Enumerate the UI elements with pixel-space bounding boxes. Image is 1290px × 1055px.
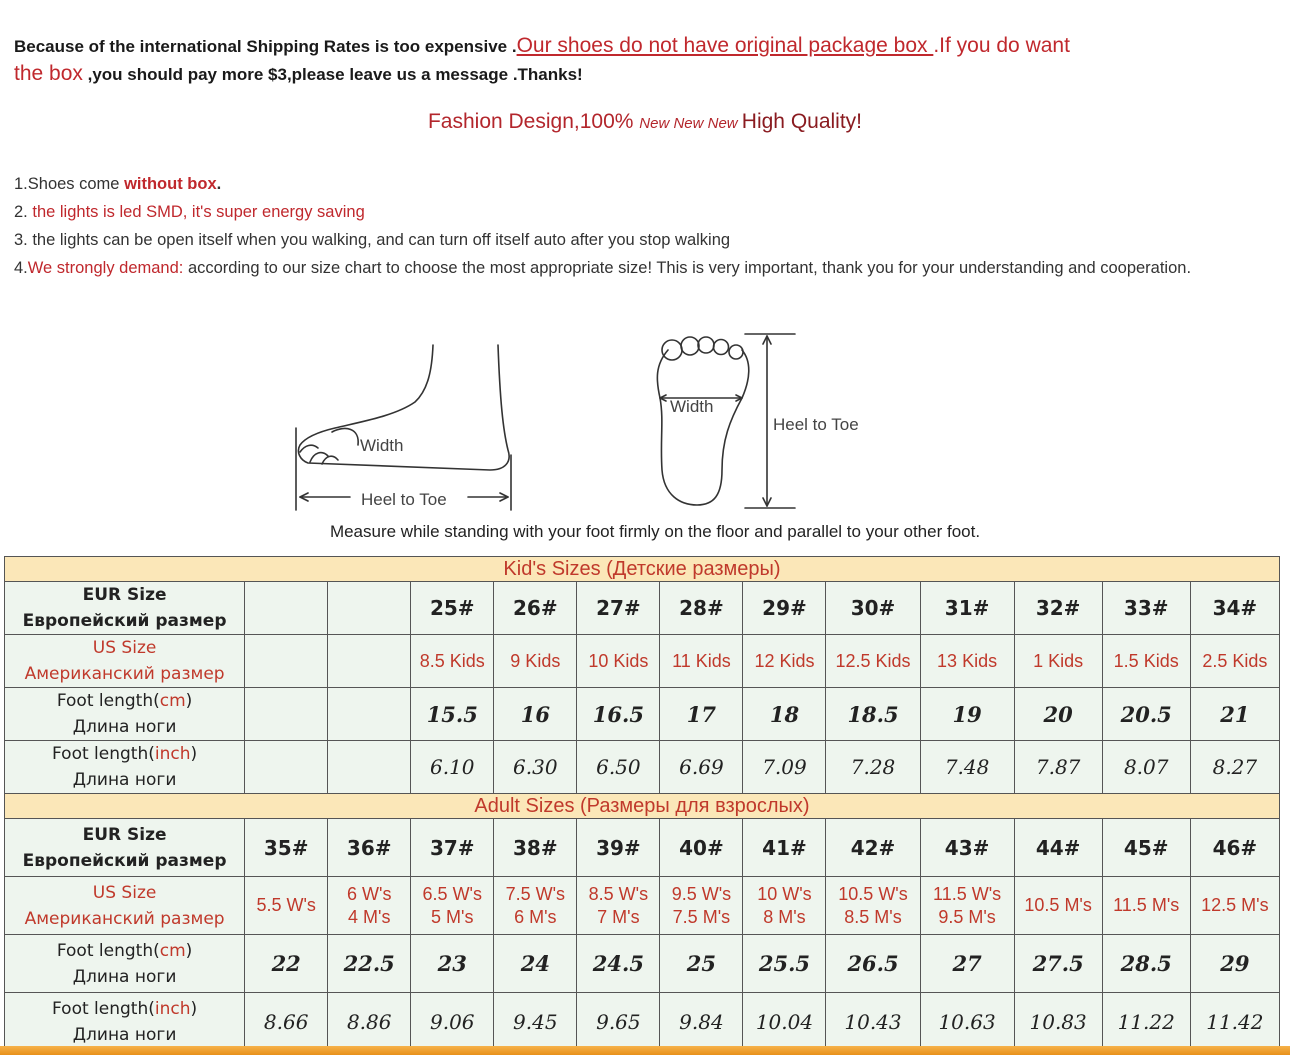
feature-4-num: 4. <box>14 259 28 277</box>
adult-cm-label-en: Foot length( <box>56 940 160 961</box>
top-width-label: Width <box>670 397 714 416</box>
adult-us-size <box>660 877 743 935</box>
adult-foot-cm: 26.5 <box>826 935 920 993</box>
adult-eur-size: 41# <box>743 819 826 877</box>
adult-cm-label-ru: Длина ноги <box>72 966 177 987</box>
kids-foot-inch: 6.69 <box>660 741 743 794</box>
adult-us-size <box>743 877 826 935</box>
adult-us-primary: 6 W's <box>347 883 392 904</box>
adult-us-mens: 4 M's <box>348 906 391 927</box>
kids-foot-inch: 8.07 <box>1102 741 1190 794</box>
kids-eur-size: 28# <box>660 582 743 635</box>
adult-us-primary: 10.5 W's <box>838 883 908 904</box>
adult-inch-header <box>5 993 245 1051</box>
kids-foot-inch: 8.27 <box>1190 741 1279 794</box>
empty-cell <box>245 582 328 635</box>
feature-4-red: We strongly demand: <box>27 259 184 277</box>
top-foot-icon <box>657 337 748 505</box>
adult-foot-cm: 27.5 <box>1014 935 1102 993</box>
adult-eur-size: 38# <box>494 819 577 877</box>
adult-cm-close: ) <box>185 940 193 961</box>
kids-foot-cm: 16 <box>494 688 577 741</box>
adult-inch-unit: inch <box>154 998 191 1019</box>
kids-foot-cm: 20.5 <box>1102 688 1190 741</box>
kids-inch-row <box>5 741 1280 794</box>
kids-us-row <box>5 635 1280 688</box>
adult-eur-size: 36# <box>328 819 411 877</box>
kids-us-size: 12.5 Kids <box>826 635 920 688</box>
notice-the-box: the box <box>14 62 83 85</box>
kids-inch-label-en: Foot length( <box>52 744 155 764</box>
adult-foot-cm: 24.5 <box>577 935 660 993</box>
kids-foot-inch: 6.50 <box>577 741 660 794</box>
adult-us-size <box>577 877 660 935</box>
kids-foot-cm: 20 <box>1014 688 1102 741</box>
adult-foot-cm: 27 <box>920 935 1014 993</box>
feature-3: 3. the lights can be open itself when you walking, and can turn off itself auto after you stop walking <box>14 231 731 249</box>
adult-us-mens: 8.5 M's <box>844 906 902 927</box>
kids-eur-label-ru: Европейский размер <box>22 611 227 631</box>
kids-us-size: 8.5 Kids <box>411 635 494 688</box>
kids-foot-inch: 7.28 <box>826 741 920 794</box>
adult-eur-size: 43# <box>920 819 1014 877</box>
kids-us-size: 1 Kids <box>1014 635 1102 688</box>
size-chart-table <box>4 556 1280 1051</box>
notice-part3: .If you do want <box>933 34 1070 57</box>
adult-us-mens: 5 M's <box>431 906 474 927</box>
adult-foot-cm: 22.5 <box>328 935 411 993</box>
adult-eur-header <box>5 819 245 877</box>
empty-cell <box>328 635 411 688</box>
kids-inch-close: ) <box>190 744 198 764</box>
adult-foot-cm: 28.5 <box>1102 935 1190 993</box>
adult-us-size <box>1102 877 1190 935</box>
kids-foot-inch: 7.09 <box>743 741 826 794</box>
kids-foot-inch: 7.87 <box>1014 741 1102 794</box>
kids-eur-size: 33# <box>1102 582 1190 635</box>
adult-us-mens: 6 M's <box>514 906 557 927</box>
adult-inch-row <box>5 993 1280 1051</box>
adult-us-primary: 8.5 W's <box>588 883 649 904</box>
kids-eur-label-en: EUR Size <box>82 585 167 605</box>
kids-foot-cm: 19 <box>920 688 1014 741</box>
adult-us-size <box>494 877 577 935</box>
adult-foot-inch: 9.84 <box>660 993 743 1051</box>
adult-us-mens: 7.5 M's <box>672 906 731 927</box>
adult-eur-label-ru: Европейский размер <box>22 850 227 871</box>
kids-foot-cm: 15.5 <box>411 688 494 741</box>
empty-cell <box>245 635 328 688</box>
kids-title: Kid's Sizes (Детские размеры) <box>5 557 1280 582</box>
adult-foot-inch: 10.63 <box>920 993 1014 1051</box>
adult-foot-inch: 10.83 <box>1014 993 1102 1051</box>
tagline-quality: High Quality! <box>741 110 863 133</box>
adult-us-row <box>5 877 1280 935</box>
adult-cm-unit: cm <box>159 940 186 961</box>
adult-eur-row <box>5 819 1280 877</box>
adult-us-header <box>5 877 245 935</box>
kids-us-size: 11 Kids <box>660 635 743 688</box>
kids-foot-cm: 18 <box>743 688 826 741</box>
kids-cm-label-en: Foot length( <box>56 691 160 711</box>
kids-eur-size: 29# <box>743 582 826 635</box>
adult-foot-inch: 9.65 <box>577 993 660 1051</box>
adult-eur-label-en: EUR Size <box>82 824 167 845</box>
adult-us-label-ru: Американский размер <box>24 908 225 929</box>
adult-eur-size: 44# <box>1014 819 1102 877</box>
adult-us-primary: 10.5 M's <box>1024 895 1092 915</box>
adult-eur-size: 45# <box>1102 819 1190 877</box>
empty-cell <box>328 688 411 741</box>
kids-cm-unit: cm <box>159 691 186 711</box>
adult-eur-size: 40# <box>660 819 743 877</box>
top-heel-label: Heel to Toe <box>773 415 859 434</box>
kids-cm-row <box>5 688 1280 741</box>
kids-us-label-en: US Size <box>92 638 157 658</box>
kids-inch-unit: inch <box>154 744 191 764</box>
kids-eur-row <box>5 582 1280 635</box>
kids-us-size: 9 Kids <box>494 635 577 688</box>
adult-cm-header <box>5 935 245 993</box>
kids-us-size: 13 Kids <box>920 635 1014 688</box>
feature-1-bold: without box <box>124 175 217 193</box>
side-width-label: Width <box>360 436 404 455</box>
kids-us-size: 10 Kids <box>577 635 660 688</box>
adult-foot-cm: 25 <box>660 935 743 993</box>
side-foot-icon <box>298 345 509 470</box>
adult-inch-close: ) <box>190 998 198 1019</box>
kids-foot-cm: 21 <box>1190 688 1279 741</box>
kids-us-header <box>5 635 245 688</box>
notice-part5: ,you should pay more $3,please leave us a message .Thanks! <box>82 65 583 84</box>
kids-us-label-ru: Американский размер <box>24 664 225 684</box>
adult-us-size <box>411 877 494 935</box>
kids-foot-cm: 16.5 <box>577 688 660 741</box>
tagline-new: New New New <box>639 115 742 132</box>
adult-eur-size: 46# <box>1190 819 1279 877</box>
kids-foot-inch: 7.48 <box>920 741 1014 794</box>
adult-inch-label-ru: Длина ноги <box>72 1024 177 1045</box>
kids-cm-close: ) <box>185 691 193 711</box>
measure-instruction: Measure while standing with your foot firmly on the floor and parallel to your other foot. <box>329 522 981 541</box>
adult-us-mens: 9.5 M's <box>938 906 996 927</box>
adult-us-size <box>245 877 328 935</box>
adult-foot-cm: 29 <box>1190 935 1279 993</box>
adult-us-primary: 6.5 W's <box>422 883 482 904</box>
adult-foot-inch: 11.22 <box>1102 993 1190 1051</box>
kids-eur-size: 30# <box>826 582 920 635</box>
notice-part1: Because of the international Shipping Rates is too expensive . <box>14 37 517 56</box>
adult-section <box>5 794 1280 1051</box>
tagline-main: Fashion Design,100% <box>427 110 640 133</box>
adult-us-primary: 7.5 W's <box>505 883 566 904</box>
kids-foot-cm: 17 <box>660 688 743 741</box>
kids-us-size: 2.5 Kids <box>1190 635 1279 688</box>
adult-us-primary: 9.5 W's <box>671 883 732 904</box>
empty-cell <box>245 688 328 741</box>
adult-foot-inch: 10.43 <box>826 993 920 1051</box>
adult-foot-inch: 11.42 <box>1190 993 1279 1051</box>
kids-us-size: 12 Kids <box>743 635 826 688</box>
adult-us-mens: 8 M's <box>763 906 806 927</box>
kids-cm-label-ru: Длина ноги <box>72 717 177 737</box>
adult-us-primary: 10 W's <box>757 883 812 904</box>
adult-cm-row <box>5 935 1280 993</box>
kids-eur-size: 25# <box>411 582 494 635</box>
side-heel-label: Heel to Toe <box>361 490 447 509</box>
adult-us-primary: 11.5 W's <box>933 883 1002 904</box>
kids-inch-header <box>5 741 245 794</box>
kids-foot-cm: 18.5 <box>826 688 920 741</box>
adult-eur-size: 37# <box>411 819 494 877</box>
kids-eur-size: 34# <box>1190 582 1279 635</box>
empty-cell <box>328 741 411 794</box>
kids-eur-size: 31# <box>920 582 1014 635</box>
kids-eur-size: 27# <box>577 582 660 635</box>
empty-cell <box>328 582 411 635</box>
adult-foot-inch: 8.86 <box>328 993 411 1051</box>
adult-eur-size: 39# <box>577 819 660 877</box>
kids-eur-header <box>5 582 245 635</box>
adult-us-size <box>920 877 1014 935</box>
feature-2-text: the lights is led SMD, it's super energy saving <box>32 203 365 221</box>
adult-foot-cm: 25.5 <box>743 935 826 993</box>
adult-us-size <box>1014 877 1102 935</box>
adult-foot-cm: 23 <box>411 935 494 993</box>
kids-foot-inch: 6.10 <box>411 741 494 794</box>
adult-eur-size: 35# <box>245 819 328 877</box>
kids-eur-size: 32# <box>1014 582 1102 635</box>
bottom-accent-bar <box>0 1046 1290 1055</box>
adult-foot-inch: 8.66 <box>245 993 328 1051</box>
adult-us-label-en: US Size <box>92 882 157 903</box>
kids-eur-size: 26# <box>494 582 577 635</box>
adult-us-mens: 7 M's <box>597 906 640 927</box>
kids-us-size: 1.5 Kids <box>1102 635 1190 688</box>
adult-us-primary: 12.5 M's <box>1201 895 1269 915</box>
feature-2-num: 2. <box>14 203 33 221</box>
feature-4-text: according to our size chart to choose the most appropriate size! This is very important, thank you for your understanding and cooperation. <box>183 259 1192 277</box>
feature-1-prefix: 1.Shoes come <box>14 175 125 193</box>
adult-foot-cm: 22 <box>245 935 328 993</box>
kids-inch-label-ru: Длина ноги <box>72 770 177 790</box>
adult-foot-inch: 10.04 <box>743 993 826 1051</box>
kids-section <box>5 557 1280 794</box>
adult-us-size <box>328 877 411 935</box>
adult-foot-cm: 24 <box>494 935 577 993</box>
adult-eur-size: 42# <box>826 819 920 877</box>
adult-inch-label-en: Foot length( <box>52 998 155 1019</box>
empty-cell <box>245 741 328 794</box>
adult-foot-inch: 9.45 <box>494 993 577 1051</box>
notice-no-box-text: Our shoes do not have original package box <box>516 34 934 57</box>
adult-foot-inch: 9.06 <box>411 993 494 1051</box>
kids-cm-header <box>5 688 245 741</box>
adult-us-size <box>826 877 920 935</box>
adult-us-size <box>1190 877 1279 935</box>
adult-us-primary: 11.5 M's <box>1113 895 1180 915</box>
adult-title: Adult Sizes (Размеры для взрослых) <box>5 794 1280 819</box>
adult-us-primary: 5.5 W's <box>256 895 316 915</box>
kids-foot-inch: 6.30 <box>494 741 577 794</box>
feature-1-suffix: . <box>216 175 222 193</box>
